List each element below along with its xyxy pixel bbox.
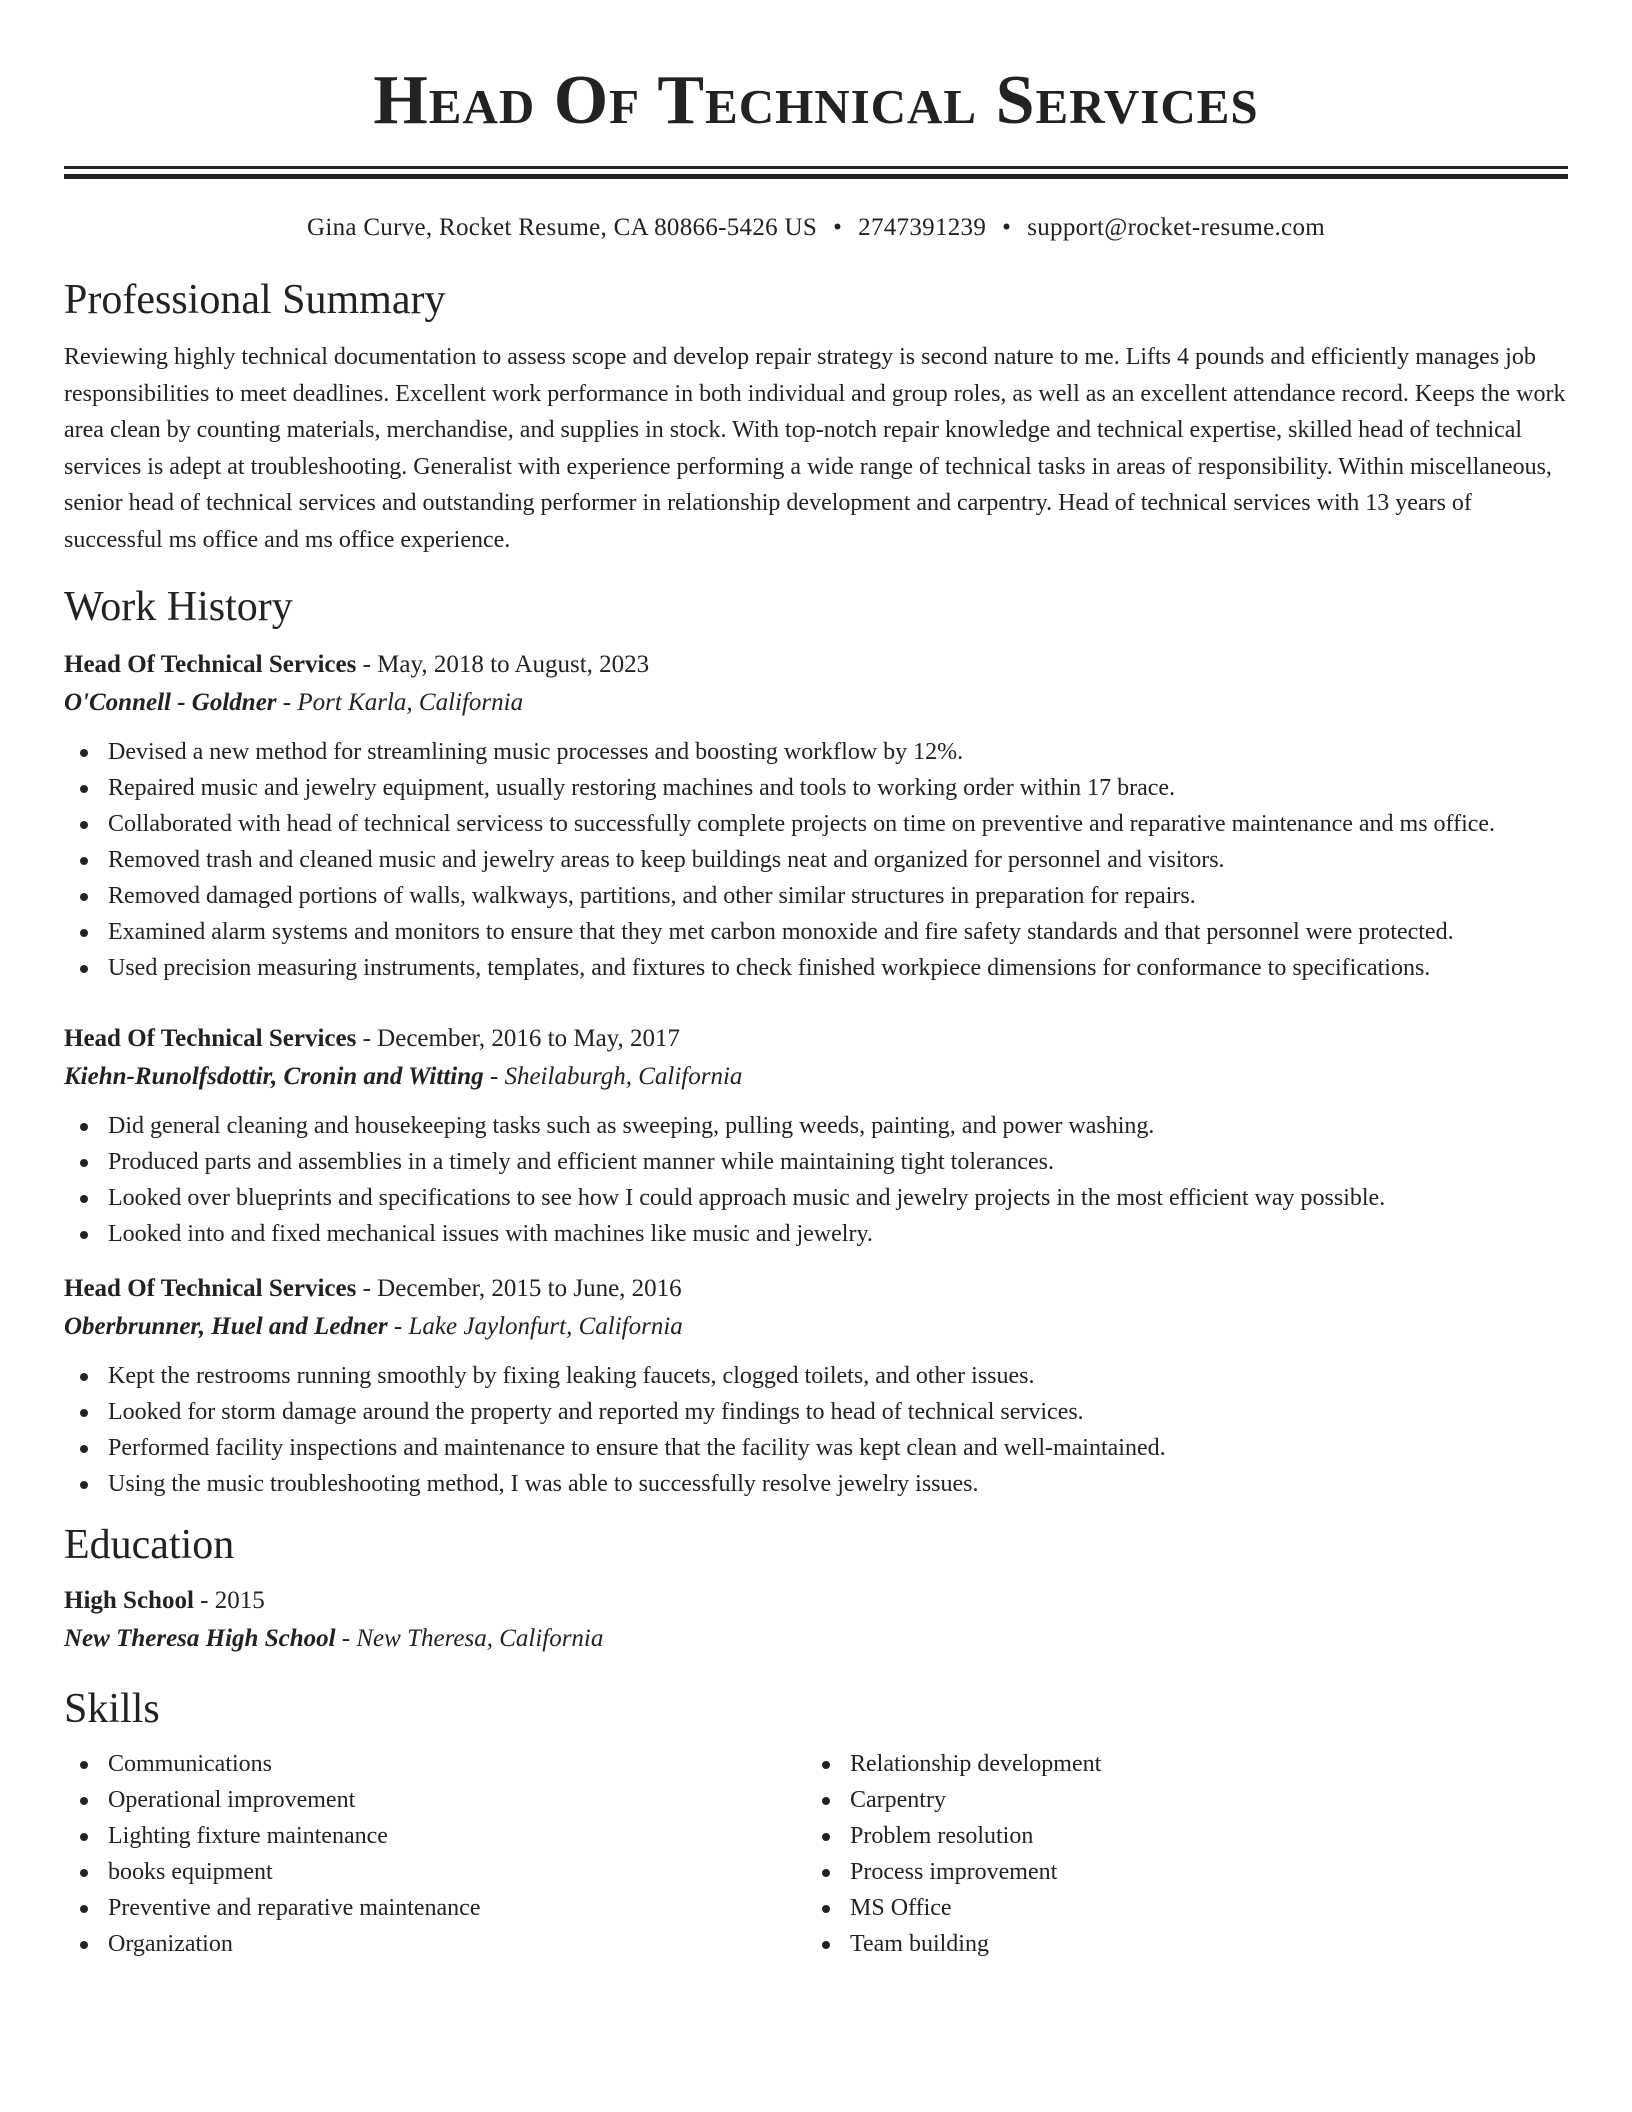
job-bullets: [64, 1358, 1568, 1502]
job-dates: - May, 2018 to August, 2023: [356, 651, 650, 678]
job-heading: [64, 1020, 1568, 1058]
list-item: Repaired music and jewelry equipment, usually restoring machines and tools to working order within 17 brace.: [64, 770, 1568, 806]
education-year: - 2015: [193, 1587, 265, 1614]
list-item: Using the music troubleshooting method, I was able to successfully resolve jewelry issues.: [64, 1466, 1568, 1502]
list-item: Kept the restrooms running smoothly by fixing leaking faucets, clogged toilets, and other issues.: [64, 1358, 1568, 1394]
list-item: Performed facility inspections and maintenance to ensure that the facility was kept clean and well-maintained.: [64, 1430, 1568, 1466]
education-school-line: [64, 1620, 1568, 1658]
skill-item: Team building: [806, 1926, 1548, 1962]
education-location: - New Theresa, California: [335, 1625, 604, 1652]
contact-email: support@rocket-resume.com: [1027, 214, 1325, 241]
section-title-education: Education: [64, 1522, 235, 1568]
skills-column-right: [806, 1746, 1548, 1962]
contact-separator: •: [1002, 214, 1012, 241]
job-dates: - December, 2016 to May, 2017: [356, 1025, 681, 1052]
contact-address: Gina Curve, Rocket Resume, CA 80866-5426 US: [306, 214, 818, 241]
job-title: Head Of Technical Services: [64, 1275, 357, 1302]
job-entry: [64, 1270, 1568, 1502]
job-company: Oberbrunner, Huel and Ledner: [64, 1313, 388, 1340]
skills-column-left: [64, 1746, 806, 1962]
job-employer: [64, 1308, 1568, 1346]
skill-item: Preventive and reparative maintenance: [64, 1890, 806, 1926]
section-title-work-history: Work History: [64, 584, 293, 630]
job-dates: - December, 2015 to June, 2016: [356, 1275, 682, 1302]
job-employer: [64, 1058, 1568, 1096]
list-item: Looked over blueprints and specifications to see how I could approach music and jewelry projects in the most efficient way possible.: [64, 1180, 1568, 1216]
skill-item: Problem resolution: [806, 1818, 1548, 1854]
contact-line: [64, 213, 1568, 243]
resume-title: Head Of Technical Services: [373, 62, 1259, 139]
contact-separator: •: [833, 214, 843, 241]
section-title-skills: Skills: [64, 1686, 160, 1732]
list-item: Used precision measuring instruments, templates, and fixtures to check finished workpiece dimensions for conformance to specifications.: [64, 950, 1568, 986]
skill-item: MS Office: [806, 1890, 1548, 1926]
skill-item: Organization: [64, 1926, 806, 1962]
job-company: O'Connell - Goldner: [64, 689, 277, 716]
skill-item: Operational improvement: [64, 1782, 806, 1818]
section-title-summary: Professional Summary: [64, 277, 446, 323]
list-item: Collaborated with head of technical servicess to successfully complete projects on time on preventive and reparative maintenance and ms office.: [64, 806, 1568, 842]
job-heading: [64, 646, 1568, 684]
list-item: Devised a new method for streamlining music processes and boosting workflow by 12%.: [64, 734, 1568, 770]
skill-item: Process improvement: [806, 1854, 1548, 1890]
job-title: Head Of Technical Services: [64, 1025, 357, 1052]
education-degree: High School: [64, 1587, 194, 1614]
summary-text: Reviewing highly technical documentation to assess scope and develop repair strategy is second nature to me. Lifts 4 pounds and efficiently manages job responsibilities to meet deadlines. Excellent work performance in both individual and group roles, as well as an excellent attendance record. Keeps the work area clean by counting materials, merchandise, and supplies in stock. With top-notch repair knowledge and technical expertise, skilled head of technical services is adept at troubleshooting. Generalist with experience performing a wide range of technical tasks in areas of responsibility. Within miscellaneous, senior head of technical services and outstanding performer in relationship development and carpentry. Head of technical services with 13 years of successful ms office and ms office experience.: [64, 344, 1566, 553]
list-item: Removed trash and cleaned music and jewelry areas to keep buildings neat and organized for personnel and visitors.: [64, 842, 1568, 878]
job-employer: [64, 684, 1568, 722]
job-bullets: [64, 734, 1568, 986]
job-title: Head Of Technical Services: [64, 651, 357, 678]
list-item: Examined alarm systems and monitors to ensure that they met carbon monoxide and fire safety standards and that personnel were protected.: [64, 914, 1568, 950]
education-heading: [64, 1582, 1568, 1620]
job-location: - Sheilaburgh, California: [483, 1063, 743, 1090]
job-heading: [64, 1270, 1568, 1308]
job-entry: [64, 1020, 1568, 1252]
skill-item: books equipment: [64, 1854, 806, 1890]
job-location: - Lake Jaylonfurt, California: [387, 1313, 683, 1340]
list-item: Did general cleaning and housekeeping tasks such as sweeping, pulling weeds, painting, and power washing.: [64, 1108, 1568, 1144]
title-divider-bottom: [64, 174, 1568, 179]
list-item: Removed damaged portions of walls, walkways, partitions, and other similar structures in preparation for repairs.: [64, 878, 1568, 914]
list-item: Looked for storm damage around the property and reported my findings to head of technical services.: [64, 1394, 1568, 1430]
skills-list: [64, 1746, 1568, 1962]
education-entry: [64, 1582, 1568, 1658]
job-location: - Port Karla, California: [276, 689, 524, 716]
contact-phone: 2747391239: [858, 214, 987, 241]
job-bullets: [64, 1108, 1568, 1252]
skill-item: Carpentry: [806, 1782, 1548, 1818]
job-company: Kiehn-Runolfsdottir, Cronin and Witting: [64, 1063, 484, 1090]
skill-item: Relationship development: [806, 1746, 1548, 1782]
list-item: Produced parts and assemblies in a timely and efficient manner while maintaining tight tolerances.: [64, 1144, 1568, 1180]
education-school: New Theresa High School: [64, 1625, 336, 1652]
skill-item: Lighting fixture maintenance: [64, 1818, 806, 1854]
job-entry: [64, 646, 1568, 986]
skill-item: Communications: [64, 1746, 806, 1782]
list-item: Looked into and fixed mechanical issues with machines like music and jewelry.: [64, 1216, 1568, 1252]
